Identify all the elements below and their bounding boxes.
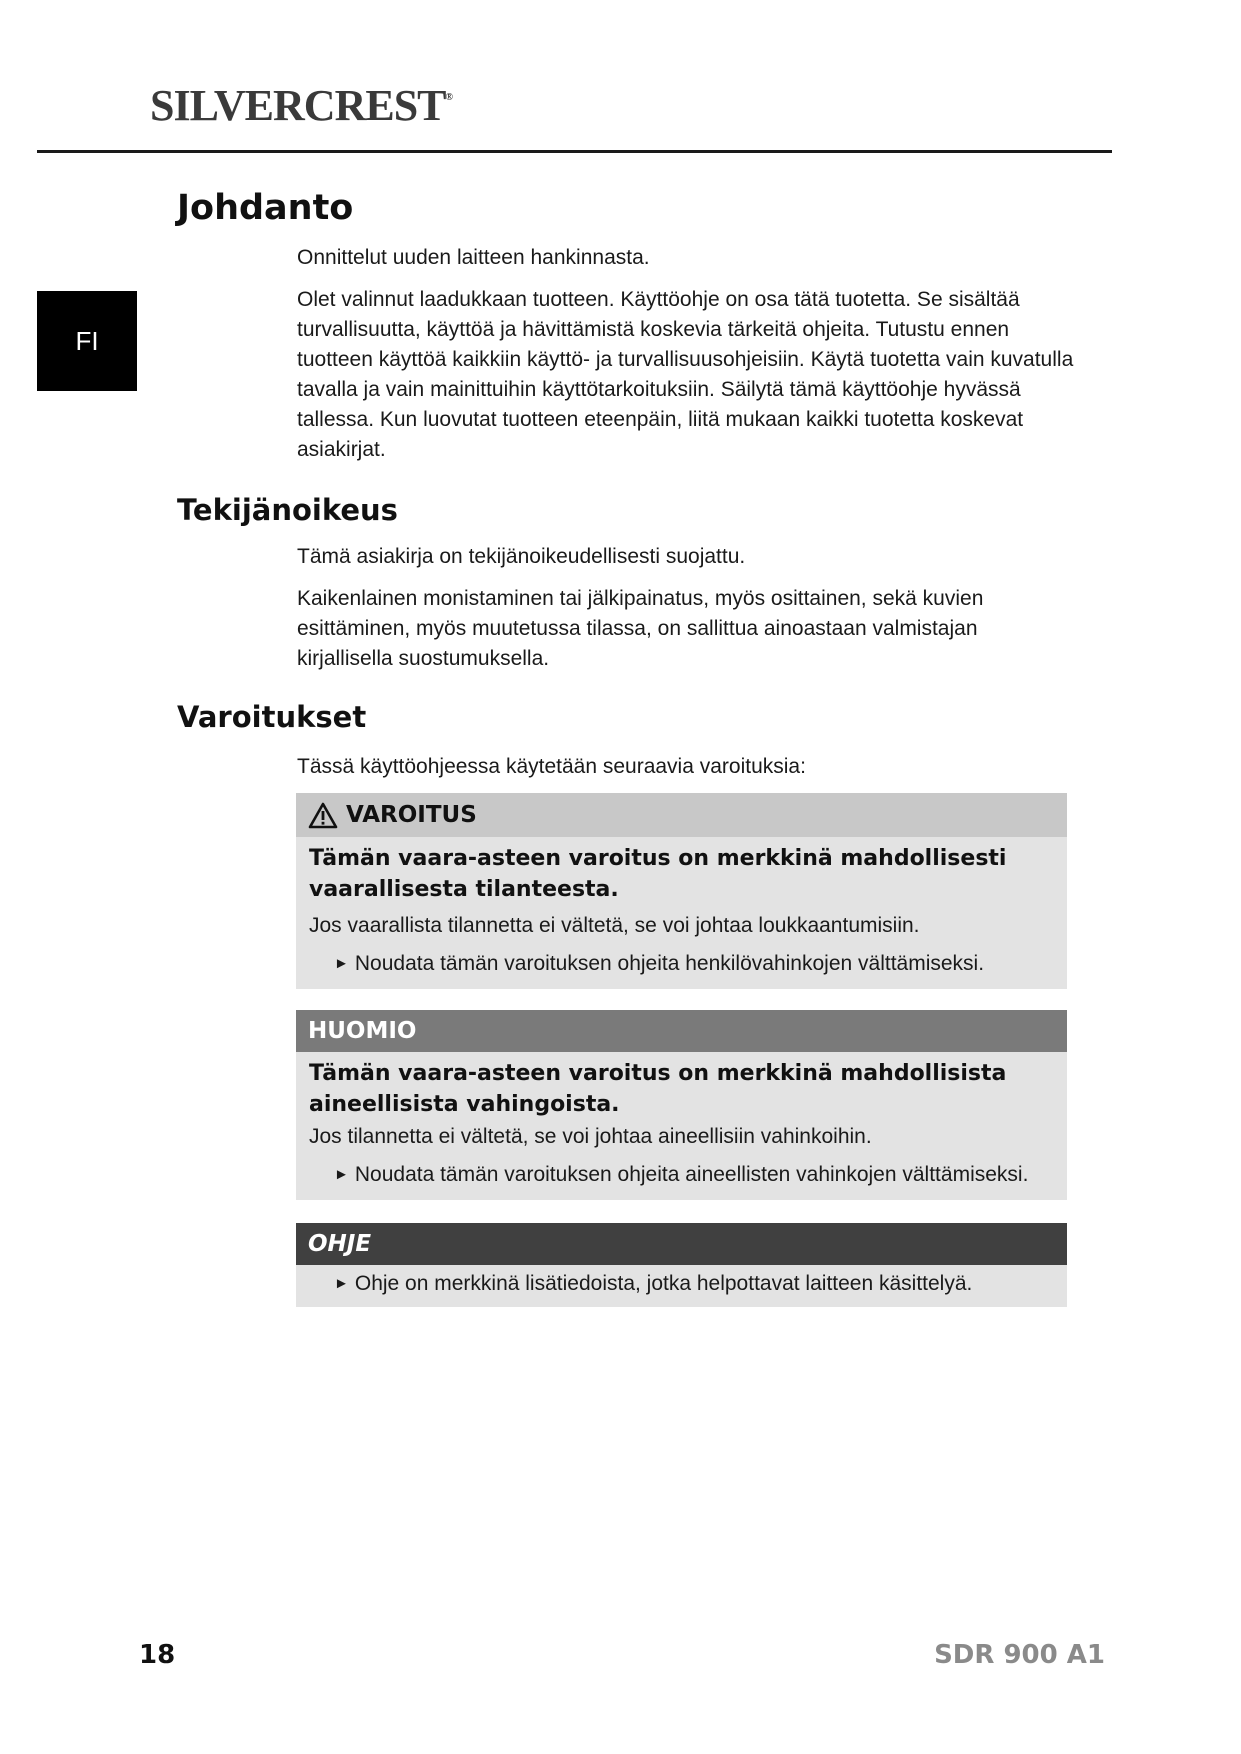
registered-mark: ® (445, 92, 454, 103)
note-box-ohje (296, 1223, 1067, 1307)
note-box-instruction (309, 1269, 1053, 1301)
intro-paragraph-1: Onnittelut uuden laitteen hankinnasta. (297, 246, 650, 269)
intro-heading: Johdanto (177, 188, 354, 228)
warning-box-summary: Tämän vaara-asteen varoitus on merkkinä mahdollisesti vaarallisesta tilanteesta. (309, 846, 1007, 902)
notice-box-text: Jos tilannetta ei vältetä, se voi johtaa aineellisiin vahinkoihin. (309, 1125, 872, 1148)
notice-box-summary: Tämän vaara-asteen varoitus on merkkinä mahdollisista aineellisista vahingoista. (309, 1061, 1007, 1117)
intro-paragraph-2: Olet valinnut laadukkaan tuotteen. Käyttöohje on osa tätä tuotetta. Se sisältää turvallisuutta, käyttöä ja hävittämistä koskevia tärkeitä ohjeita. Tutustu ennen tuotteen käyttöä kaikkiin käyttö- ja turvallisuusohjeisiin. Käytä tuotetta vain kuvatulla tavalla ja vain mainittuihin käyttötarkoituksiin. Säilytä tämä käyttöohje hyvässä tallessa. Kun luovutat tuotteen eteenpäin, liitä mukaan kaikki tuotetta koskevat asiakirjat. (297, 288, 1074, 461)
header-divider (37, 150, 1112, 153)
notice-box-header (296, 1010, 1067, 1052)
copyright-paragraph-2: Kaikenlainen monistaminen tai jälkipainatus, myös osittainen, sekä kuvien esittäminen, myös muutetussa tilassa, on sallittua ainoastaan valmistajan kirjallisella suostumuksella. (297, 587, 984, 670)
warnings-intro: Tässä käyttöohjeessa käytetään seuraavia varoituksia: (297, 755, 806, 778)
brand-logo (150, 80, 453, 131)
arrow-right-icon: ► (334, 955, 349, 972)
notice-box-huomio (296, 1010, 1067, 1200)
brand-logo-text: SILVERCREST (150, 81, 446, 130)
notice-box-title: HUOMIO (308, 1018, 417, 1044)
arrow-right-icon: ► (334, 1275, 349, 1292)
warning-box-instruction (309, 949, 1053, 981)
language-tab: FI (37, 291, 137, 391)
note-box-instruction-text: Ohje on merkkinä lisätiedoista, jotka helpottavat laitteen käsittelyä. (354, 1272, 973, 1295)
arrow-right-icon: ► (334, 1166, 349, 1183)
model-name: SDR 900 A1 (934, 1640, 1105, 1670)
warning-box-instruction-text: Noudata tämän varoituksen ohjeita henkilövahinkojen välttämiseksi. (354, 952, 985, 975)
warning-triangle-icon (308, 802, 338, 829)
warning-box-header (296, 793, 1067, 837)
note-box-header (296, 1223, 1067, 1265)
copyright-heading: Tekijänoikeus (177, 493, 398, 527)
warning-box-text: Jos vaarallista tilannetta ei vältetä, se voi johtaa loukkaantumisiin. (309, 914, 920, 937)
warning-box-varoitus (296, 793, 1067, 989)
warning-box-title: VAROITUS (346, 802, 477, 828)
notice-box-instruction (309, 1160, 1053, 1192)
copyright-paragraph-1: Tämä asiakirja on tekijänoikeudellisesti suojattu. (297, 545, 746, 568)
warnings-heading: Varoitukset (177, 700, 367, 734)
notice-box-instruction-text: Noudata tämän varoituksen ohjeita aineellisten vahinkojen välttämiseksi. (354, 1163, 1029, 1186)
page-number: 18 (139, 1640, 176, 1670)
note-box-title: OHJE (308, 1231, 372, 1257)
